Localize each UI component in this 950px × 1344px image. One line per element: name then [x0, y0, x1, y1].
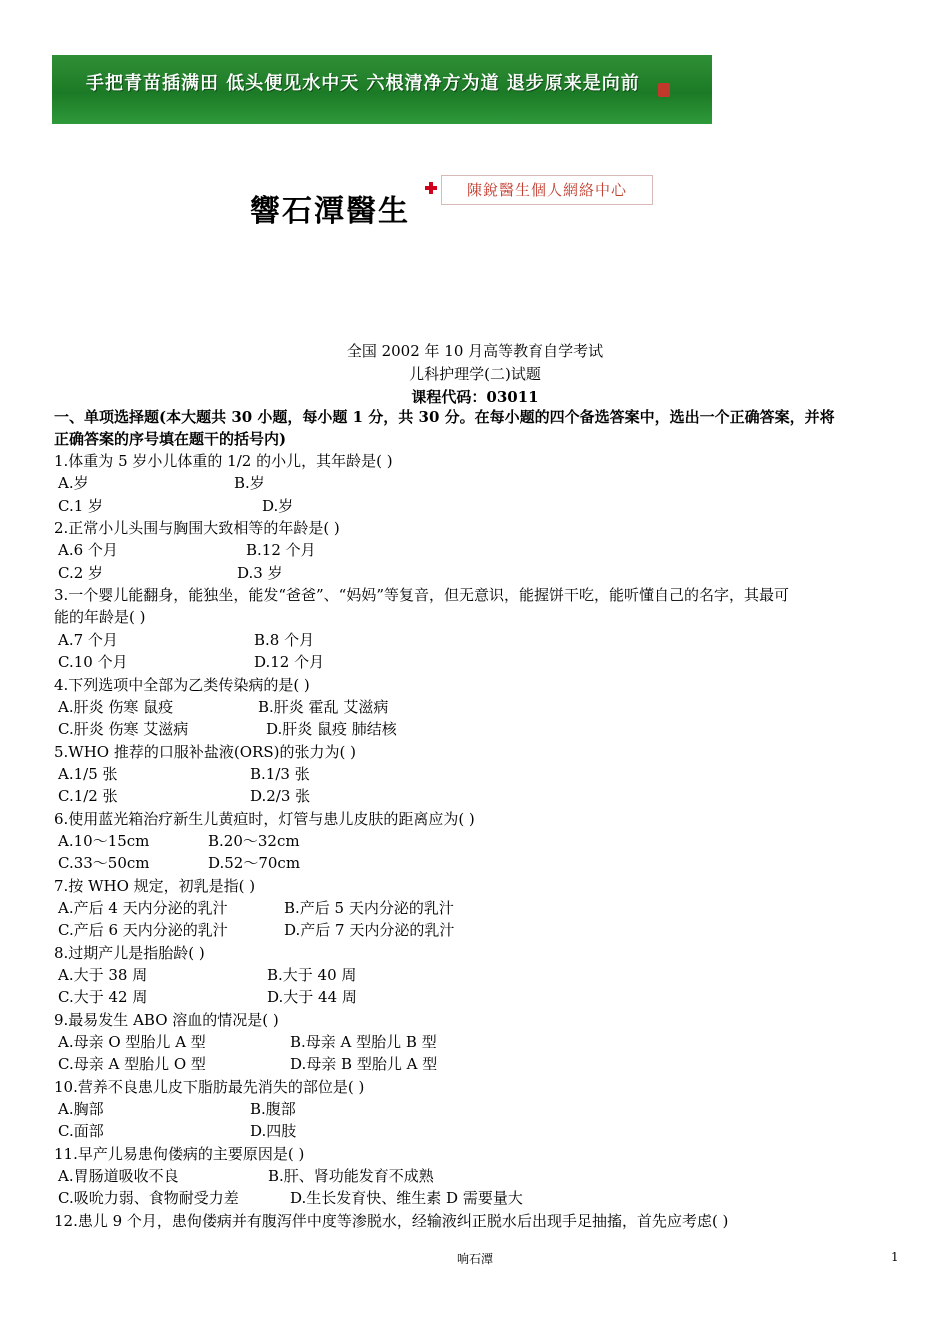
option-d: D.母亲 B 型胎儿 A 型	[290, 1055, 438, 1073]
option-c: C.33～50cm	[58, 854, 150, 872]
option-c: C.产后 6 天内分泌的乳汁	[58, 921, 228, 939]
option-b: B.肝、肾功能发育不成熟	[268, 1167, 434, 1185]
option-d: D.肝炎 鼠疫 肺结核	[266, 720, 397, 738]
option-b: B.产后 5 天内分泌的乳汁	[284, 899, 454, 917]
page-number: 1	[891, 1250, 899, 1264]
question-stem: 11.早产儿易患佝偻病的主要原因是( )	[54, 1145, 305, 1163]
question-stem: 6.使用蓝光箱治疗新生儿黄疸时，灯管与患儿皮肤的距离应为( )	[54, 810, 475, 828]
logo-subtitle: 陳銳醫生個人網絡中心	[441, 175, 653, 205]
option-b: B.20～32cm	[208, 832, 300, 850]
option-c: C.吸吮力弱、食物耐受力差	[58, 1189, 239, 1207]
option-c: C.母亲 A 型胎儿 O 型	[58, 1055, 206, 1073]
option-b: B.腹部	[250, 1100, 296, 1118]
option-c: C.2 岁	[58, 564, 104, 582]
question-stem: 能的年龄是( )	[54, 608, 146, 626]
option-b: B.岁	[234, 474, 265, 492]
question-stem: 9.最易发生 ABO 溶血的情况是( )	[54, 1011, 279, 1029]
option-d: D.生长发育快、维生素 D 需要量大	[290, 1189, 523, 1207]
question-stem: 10.营养不良患儿皮下脂肪最先消失的部位是( )	[54, 1078, 365, 1096]
option-b: B.母亲 A 型胎儿 B 型	[290, 1033, 437, 1051]
question-stem: 7.按 WHO 规定，初乳是指( )	[54, 877, 256, 895]
logo-title: 響石潭醫生	[250, 194, 410, 229]
exam-title: 儿科护理学(二)试题	[409, 365, 541, 383]
option-b: B.8 个月	[254, 631, 315, 649]
question-stem: 8.过期产儿是指胎龄( )	[54, 944, 205, 962]
option-a: A.6 个月	[58, 541, 118, 559]
seal-stamp-icon	[658, 83, 670, 97]
question-stem: 1.体重为 5 岁小儿体重的 1/2 的小儿，其年龄是( )	[54, 452, 393, 470]
option-a: A.肝炎 伤寒 鼠疫	[58, 698, 174, 716]
option-d: D.岁	[262, 497, 294, 515]
option-a: A.大于 38 周	[58, 966, 148, 984]
option-a: A.胃肠道吸收不良	[58, 1167, 179, 1185]
footer-text: 响石潭	[456, 1252, 493, 1266]
banner-text: 手把青苗插满田 低头便见水中天 六根清净方为道 退步原来是向前	[86, 73, 640, 94]
question-stem: 2.正常小儿头围与胸围大致相等的年龄是( )	[54, 519, 340, 537]
exam-header-line1: 全国 2002 年 10 月高等教育自学考试	[346, 342, 604, 360]
question-stem: 4.下列选项中全部为乙类传染病的是( )	[54, 676, 310, 694]
option-d: D.四肢	[250, 1122, 297, 1140]
option-b: B.大于 40 周	[267, 966, 357, 984]
question-stem: 12.患儿 9 个月，患佝偻病并有腹泻伴中度等渗脱水，经输液纠正脱水后出现手足抽搐，首先应考虑( )	[54, 1212, 729, 1230]
option-a: A.岁	[58, 474, 89, 492]
option-a: A.产后 4 天内分泌的乳汁	[58, 899, 228, 917]
option-c: C.大于 42 周	[58, 988, 148, 1006]
red-cross-icon	[425, 182, 437, 194]
section-instructions-line1: 一、单项选择题(本大题共 30 小题，每小题 1 分，共 30 分。在每小题的四个备选答案中，选出一个正确答案，并将	[54, 408, 835, 426]
option-a: A.母亲 O 型胎儿 A 型	[58, 1033, 206, 1051]
course-code: 课程代码：03011	[411, 388, 539, 406]
option-d: D.大于 44 周	[267, 988, 357, 1006]
option-c: C.1 岁	[58, 497, 104, 515]
option-c: C.1/2 张	[58, 787, 118, 805]
option-b: B.肝炎 霍乱 艾滋病	[258, 698, 389, 716]
option-a: A.胸部	[58, 1100, 104, 1118]
option-a: A.1/5 张	[58, 765, 118, 783]
option-d: D.12 个月	[254, 653, 325, 671]
question-stem: 5.WHO 推荐的口服补盐液(ORS)的张力为( )	[54, 743, 356, 761]
option-a: A.10～15cm	[58, 832, 150, 850]
motto-banner	[52, 55, 712, 124]
option-d: D.52～70cm	[208, 854, 301, 872]
option-c: C.面部	[58, 1122, 104, 1140]
option-b: B.12 个月	[246, 541, 316, 559]
question-stem: 3.一个婴儿能翻身，能独坐，能发“爸爸”、“妈妈”等复音，但无意识，能握饼干吃，能听懂自己的名字，其最可	[54, 586, 789, 604]
option-d: D.2/3 张	[250, 787, 311, 805]
option-d: D.3 岁	[237, 564, 283, 582]
option-d: D.产后 7 天内分泌的乳汁	[284, 921, 455, 939]
option-c: C.肝炎 伤寒 艾滋病	[58, 720, 189, 738]
option-b: B.1/3 张	[250, 765, 310, 783]
section-instructions-line2: 正确答案的序号填在题干的括号内)	[54, 430, 287, 448]
option-c: C.10 个月	[58, 653, 128, 671]
option-a: A.7 个月	[58, 631, 118, 649]
